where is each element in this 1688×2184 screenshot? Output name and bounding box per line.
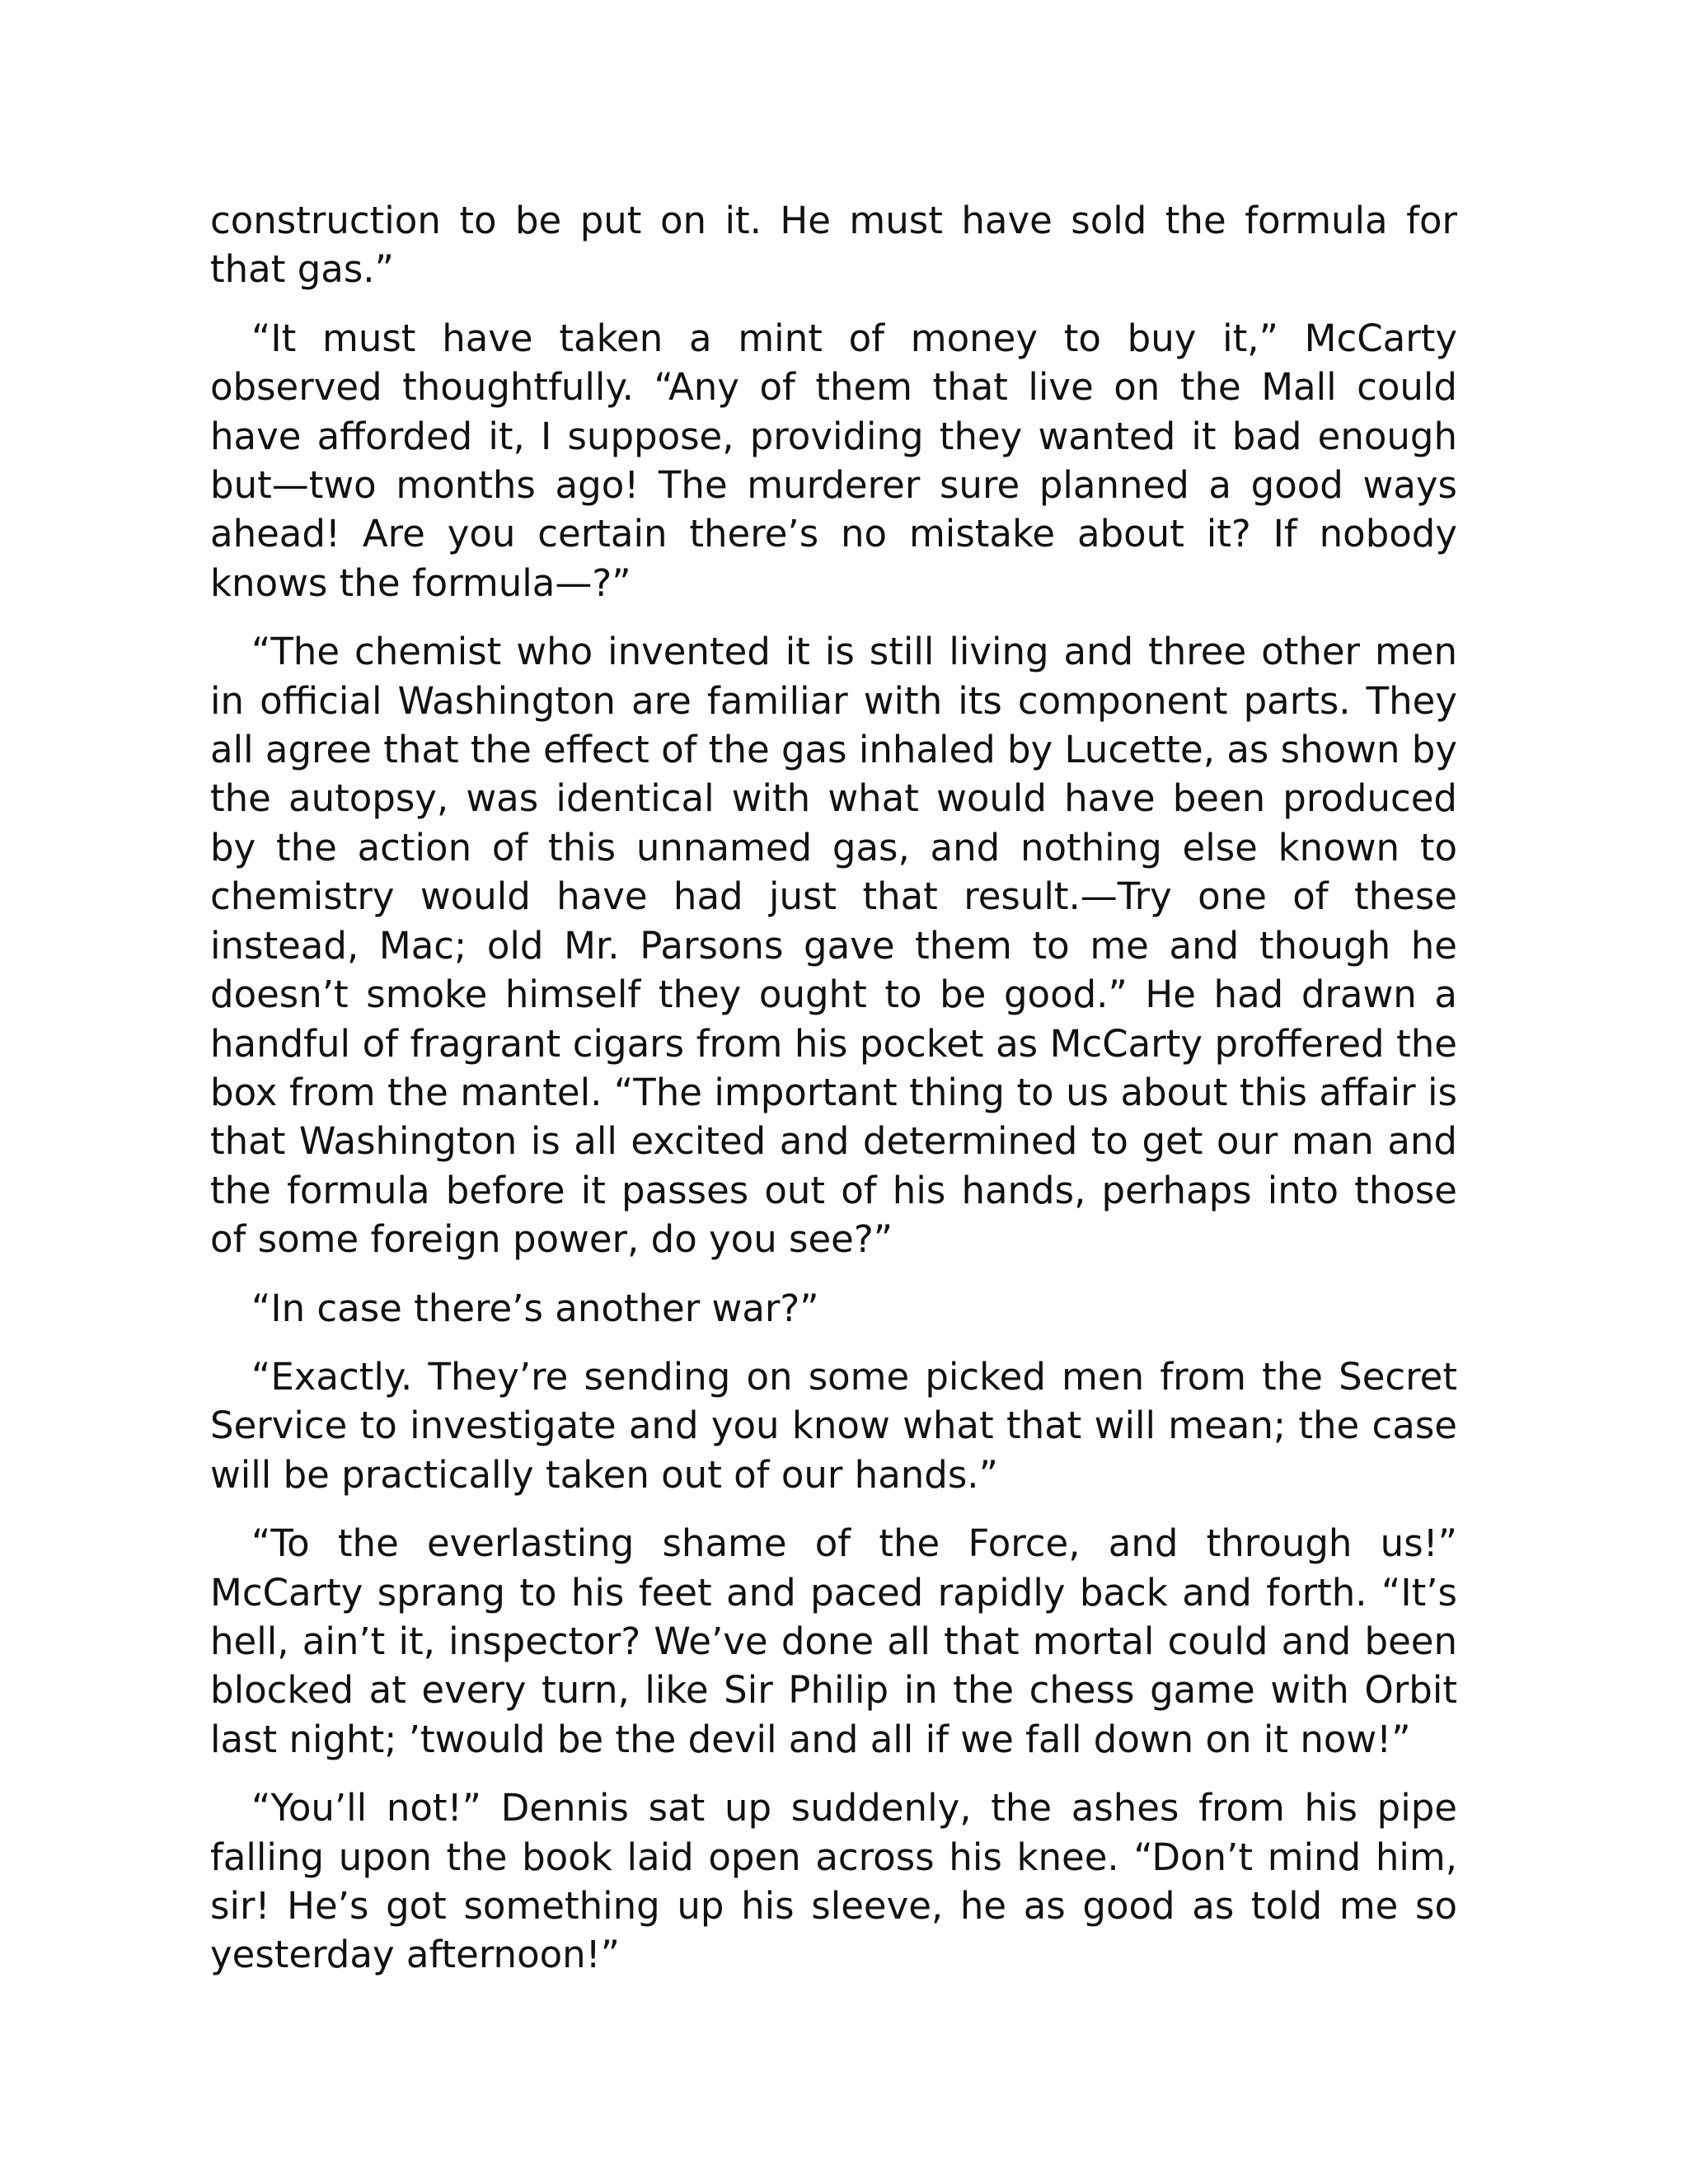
book-page bbox=[210, 196, 1457, 1980]
paragraph-everlasting-shame: “To the everlasting shame of the Force, and through us!” McCarty sprang to his feet and paced rapidly back and forth. “It’s hell, ain’t it, inspector? We’ve done all that mortal could and been blocked at every turn, like Sir Philip in the chess game with Orbit last night; ’twould be the devil and all if we fall down on it now!” bbox=[210, 1521, 1457, 1761]
paragraph-exactly: “Exactly. They’re sending on some picked men from the Secret Service to investigate and you know what that will mean; the case will be practically taken out of our hands.” bbox=[210, 1354, 1457, 1497]
paragraph-mccarty-observed: “It must have taken a mint of money to buy it,” McCarty observed thoughtfully. “Any of them that live on the Mall could have afforded it, I suppose, providing they wanted it bad enough but—two months ago! The murderer sure planned a good ways ahead! Are you certain there’s no mistake about it? If nobody knows the formula—?” bbox=[210, 316, 1457, 605]
paragraph-another-war: “In case there’s another war?” bbox=[251, 1286, 819, 1330]
paragraph-chemist: “The chemist who invented it is still living and three other men in official Washington are familiar with its component parts. They all agree that the effect of the gas inhaled by Lucette, as shown by the autopsy, was identical with what would have been produced by the action of this unnamed gas, and nothing else known to chemistry would have had just that result.—Try one of these instead, Mac; old Mr. Parsons gave them to me and though he doesn’t smoke himself they ought to be good.” He had drawn a handful of fragrant cigars from his pocket as McCarty proffered the box from the mantel. “The important thing to us about this affair is that Washington is all excited and determined to get our man and the formula before it passes out of his hands, perhaps into those of some foreign power, do you see?” bbox=[210, 630, 1457, 1262]
paragraph-continuation: construction to be put on it. He must have sold the formula for that gas.” bbox=[210, 199, 1457, 292]
paragraph-youll-not: “You’ll not!” Dennis sat up suddenly, the ashes from his pipe falling upon the book laid open across his knee. “Don’t mind him, sir! He’s got something up his sleeve, he as good as told me so yesterday afternoon!” bbox=[210, 1786, 1457, 1977]
